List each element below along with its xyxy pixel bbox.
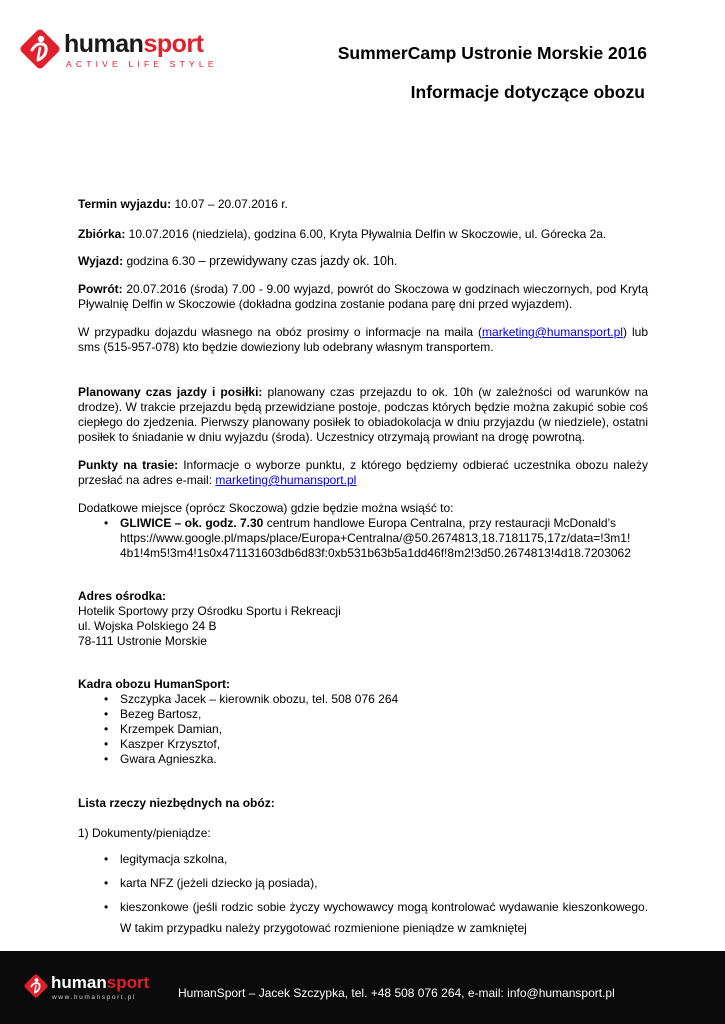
adres-line-3: 78-111 Ustronie Morskie [78,634,207,648]
document-body [78,197,648,939]
termin-text: 10.07 – 20.07.2016 r. [171,197,288,211]
wyjazd-time: godzina 6.30 [123,254,196,268]
list-item: • Bezeg Bartosz, [78,707,648,722]
powrot-text: 20.07.2016 (środa) 7.00 - 9.00 wyjazd, powrót do Skoczowa w godzinach wieczornych, pod Krytą Pływalnię Delfin w Skoczowie (dokładna godzina zostanie podana parę dni przed wyjazdem). [78,282,648,311]
punkty-text: Informacje o wyborze punktu, z którego będziemy odbierać uczestnika obozu należy przesłać na adres e-mail: [78,458,648,487]
gliwice-url-2: 4b1!4m5!3m4!1s0x471131603db6d83f:0xb531b63b5a1dd46f!8m2!3d50.2674813!4d18.7203062 [120,546,631,560]
dodatkowe-intro: Dodatkowe miejsce (oprócz Skoczowa) gdzie będzie można wsiąść to: [78,501,454,515]
punkty-label: Punkty na trasie: [78,458,179,472]
footer-logo-url: www.humansport.pl [52,994,136,1001]
logo-word-sport: sport [143,30,204,58]
list-item: • karta NFZ (jeżeli dziecko ją posiada), [78,873,648,894]
powrot-label: Powrót: [78,282,123,296]
lista-section-1: 1) Dokumenty/pieniądze: [78,826,211,840]
page-title: SummerCamp Ustronie Morskie 2016 [337,43,647,63]
kadra-list [78,692,648,767]
planowany-text: planowany czas przejazdu to ok. 10h (w zależności od warunków na drodze). W trakcie przejazdu będą przewidziane postoje, podczas których będzie można zakupić sobie coś ciepłego do zjedzenia. Pierwszy planowany posiłek to obiadokolacja w dniu przyjazdu (w niedziele), ostatni posiłek to śniadanie w dniu wyjazdu (środa). Uczestnicy otrzymają prowiant na drogę powrotną. [78,385,648,444]
wyjazd-paragraph [78,254,648,269]
adres-label: Adres ośrodka: [78,589,167,603]
lista-label: Lista rzeczy niezbędnych na obóz: [78,796,275,810]
zbiorka-label: Zbiórka: [78,227,126,241]
wyjazd-label: Wyjazd: [78,254,124,268]
punkty-paragraph [78,458,648,488]
page-subtitle: Informacje dotyczące obozu [410,82,645,102]
gliwice-url-1: https://www.google.pl/maps/place/Europa+Centralna/@50.2674813,18.7181175,17z/data=!3m1! [120,531,631,545]
wyjazd-text: – przewidywany czas jazdy ok. 10h. [195,254,398,268]
kadra-label: Kadra obozu HumanSport: [78,677,230,691]
dojazd-paragraph [78,325,648,355]
list-item: • Szczypka Jacek – kierownik obozu, tel. 508 076 264 [78,692,648,707]
logo-tagline: ACTIVE LIFE STYLE [66,59,218,69]
footer-logo-word-human: human [51,973,107,992]
planowany-paragraph [78,385,648,445]
humansport-footer-logo-icon [23,973,49,999]
footer-logo-word-sport: sport [106,973,150,992]
dojazd-text-before: W przypadku dojazdu własnego na obóz prosimy o informacje na maila ( [78,325,483,339]
list-item: • kieszonkowe (jeśli rodzic sobie życzy wychowawcy mogą kontrolować wydawanie kieszonkowego. W takim przypadku należy przygotować rozmienione pieniądze w zamkniętej [78,897,648,939]
list-item [78,516,648,561]
page-footer [0,951,725,1024]
logo-wordmark [64,29,203,59]
lista-items [78,849,648,939]
zbiorka-text: 10.07.2016 (niedziela), godzina 6.00, Kryta Pływalnia Delfin w Skoczowie, ul. Górecka 2a. [125,227,607,241]
adres-line-1: Hotelik Sportowy przy Ośrodku Sportu i Rekreacji [78,604,341,618]
dodatkowe-list [78,516,648,561]
adres-line-2: ul. Wojska Polskiego 24 B [78,619,217,633]
list-item: • legitymacja szkolna, [78,849,648,870]
humansport-logo [18,27,218,75]
dojazd-email-link[interactable]: marketing@humansport.pl [482,325,623,339]
list-item: • Krzempek Damian, [78,722,648,737]
footer-logo-wordmark [51,973,149,993]
logo-word-human: human [64,30,144,58]
list-item: • Gwara Agnieszka. [78,752,648,767]
gliwice-text: centrum handlowe Europa Centralna, przy restauracji McDonald’s [263,516,616,530]
humansport-logo-icon [18,27,62,71]
powrot-paragraph [78,282,648,312]
zbiorka-paragraph [78,227,648,242]
gliwice-label: GLIWICE – ok. godz. 7.30 [120,516,264,530]
dojazd-text-after: ) lub sms (515-957-078) kto będzie dowieziony lub odebrany własnym transportem. [78,325,648,354]
list-item: • Kaszper Krzysztof, [78,737,648,752]
termin-paragraph [78,197,648,212]
footer-contact-text: HumanSport – Jacek Szczypka, tel. +48 508 076 264, e-mail: info@humansport.pl [178,986,615,1000]
termin-label: Termin wyjazdu: [78,197,172,211]
punkty-email-link[interactable]: marketing@humansport.pl [215,473,357,487]
planowany-label: Planowany czas jazdy i posiłki: [78,385,263,399]
